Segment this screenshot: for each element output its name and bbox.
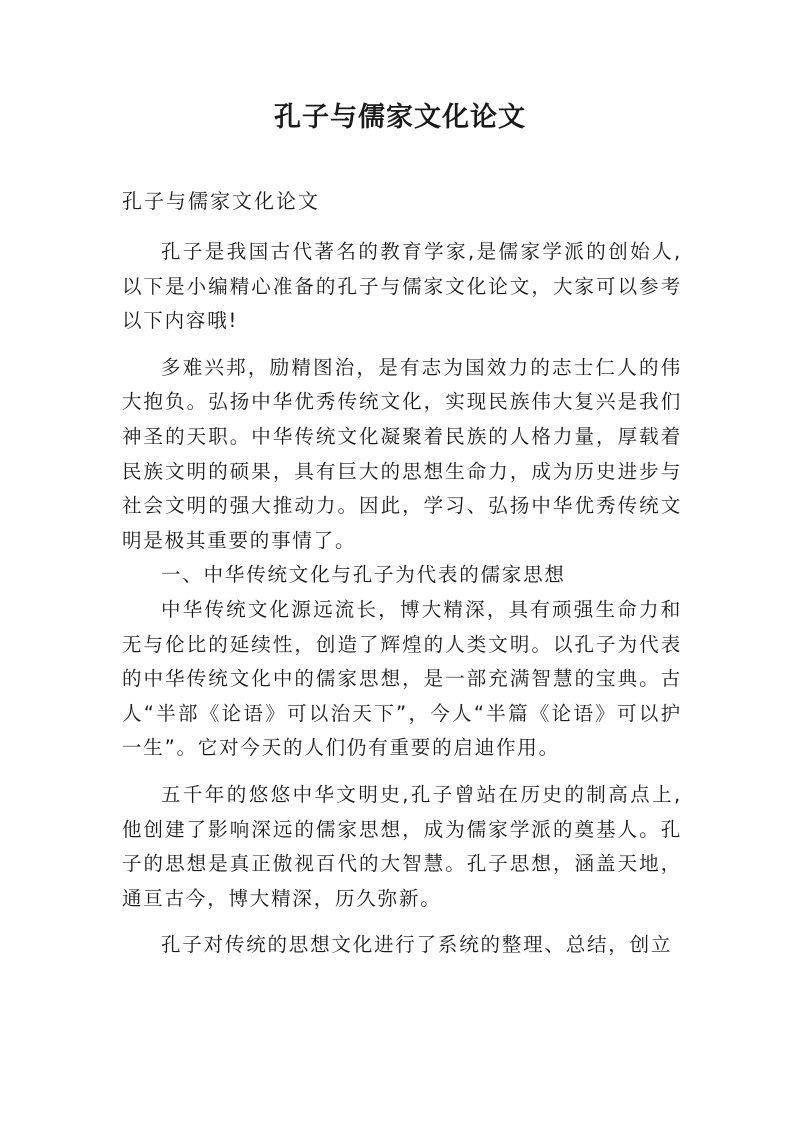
paragraph: 多难兴邦，励精图治，是有志为国效力的志士仁人的伟大抱负。弘扬中华优秀传统文化，实现民族伟大复兴是我们神圣的天职。中华传统文化凝聚着民族的人格力量，厚载着民族文明的硕果，具有巨大的思想生命力，成为历史进步与社会文明的强大推动力。因此，学习、弘扬中华优秀传统文明是极其重要的事情了。 — [122, 355, 682, 552]
document-body — [122, 235, 682, 963]
paragraph: 五千年的悠悠中华文明史,孔子曾站在历史的制高点上,他创建了影响深远的儒家思想，成为儒家学派的奠基人。孔子的思想是真正傲视百代的大智慧。孔子思想，涵盖天地，通亘古今，博大精深，历久弥新。 — [122, 782, 682, 910]
section-heading: 一、中华传统文化与孔子为代表的儒家思想 — [161, 563, 566, 587]
paragraph: 孔子对传统的思想文化进行了系统的整理、总结，创立 — [161, 933, 673, 957]
paragraph: 中华传统文化源远流长，博大精深，具有顽强生命力和无与伦比的延续性，创造了辉煌的人类文明。以孔子为代表的中华传统文化中的儒家思想，是一部充满智慧的宝典。古人“半部《论语》可以治天下”，今人“半篇《论语》可以护一生”。它对今天的人们仍有重要的启迪作用。 — [122, 597, 682, 760]
paragraph-intro: 孔子是我国古代著名的教育学家,是儒家学派的创始人,以下是小编精心准备的孔子与儒家文化论文，大家可以参考以下内容哦! — [122, 240, 682, 333]
document-subtitle: 孔子与儒家文化论文 — [122, 189, 320, 213]
document-title: 孔子与儒家文化论文 — [274, 102, 526, 133]
